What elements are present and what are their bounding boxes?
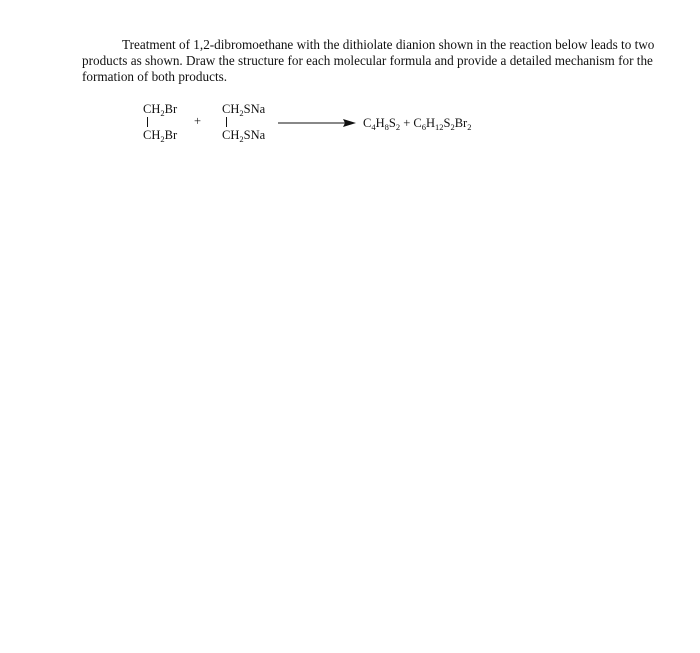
- product1-count-h: 8: [384, 122, 389, 132]
- product-1-formula: [363, 116, 400, 130]
- product1-count-c: 4: [371, 122, 376, 132]
- problem-statement: Treatment of 1,2-dibromoethane with the dithiolate dianion shown in the reaction below leads to two products as shown. Draw the structure for each molecular formula and provide a detailed mechanism for the formation of both products.: [82, 37, 655, 84]
- reaction-scheme: [0, 0, 700, 160]
- reactant2-top-group: $CH_2SNa$: [222, 102, 266, 118]
- product-plus: +: [400, 116, 414, 130]
- reaction-products: [363, 116, 471, 131]
- plus-sign: +: [194, 114, 202, 128]
- reactant-dibromoethane: [143, 102, 177, 142]
- reactant1-bottom-group: $CH_2Br$: [143, 128, 178, 144]
- product1-count-s: 2: [395, 122, 401, 132]
- product2-count-h: 12: [435, 122, 444, 132]
- product-2-formula: [413, 116, 471, 130]
- product2-element-s: S: [443, 116, 451, 130]
- product2-element-h: H: [425, 116, 436, 130]
- reaction-arrow-icon: [277, 117, 357, 129]
- reactant2-bond: [226, 117, 227, 127]
- reactant1-top-group: $CH_2Br$: [143, 102, 178, 118]
- product1-element-c: C: [363, 116, 372, 130]
- product2-element-br: Br: [454, 116, 468, 130]
- reactant1-bond: [147, 117, 148, 127]
- product1-element-s: S: [388, 116, 396, 130]
- product2-count-c: 6: [421, 122, 426, 132]
- reactant2-bottom-group: $CH_2SNa$: [222, 128, 266, 144]
- product2-element-c: C: [413, 116, 422, 130]
- reactant-dithiolate: [222, 102, 265, 142]
- product1-element-h: H: [375, 116, 385, 130]
- product2-count-br: 2: [467, 122, 472, 132]
- product2-count-s: 2: [450, 122, 455, 132]
